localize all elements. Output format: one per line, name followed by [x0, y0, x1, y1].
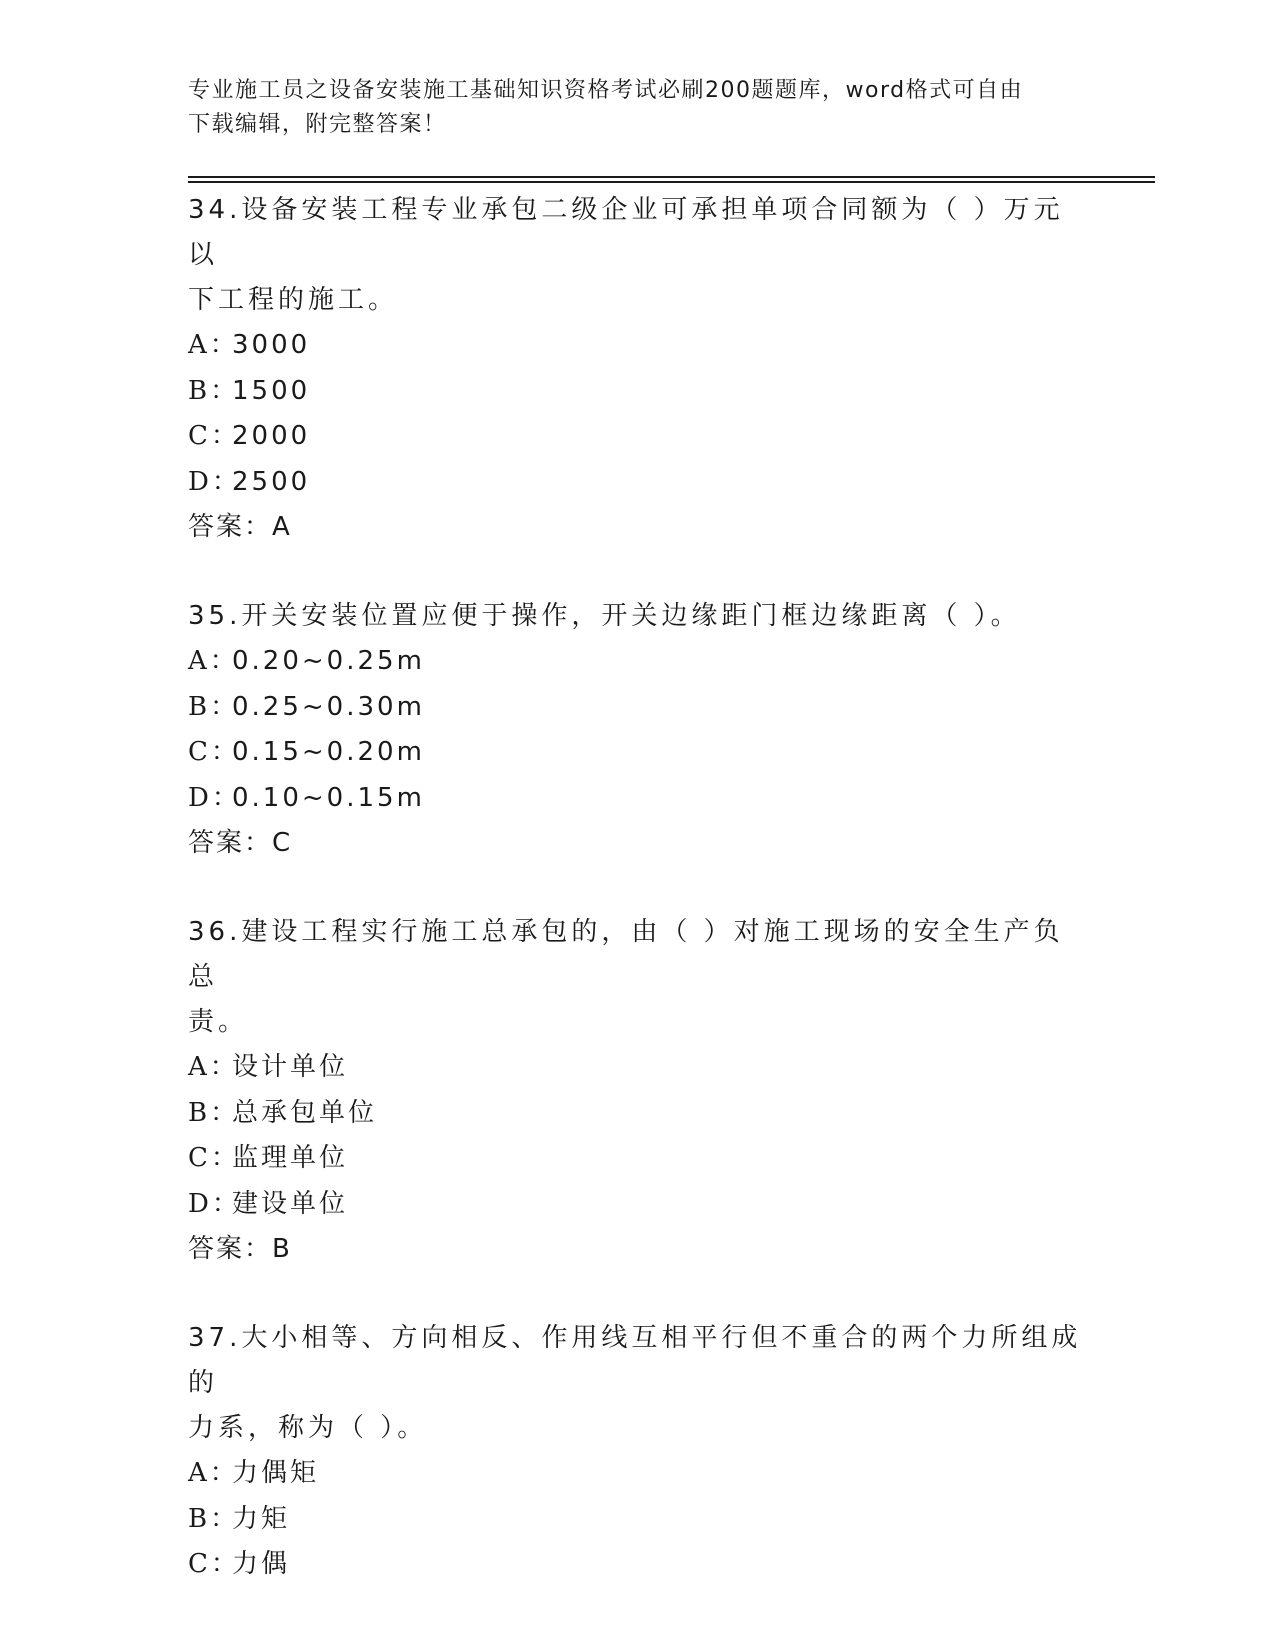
option-c: [188, 1136, 1088, 1182]
question-stem-line-1: 37.大小相等、方向相反、作用线互相平行但不重合的两个力所组成的: [188, 1323, 1082, 1398]
option-letter: A：: [188, 646, 239, 676]
header-line-1: 专业施工员之设备安装施工基础知识资格考试必刷200题题库，word格式可自由: [188, 78, 1024, 103]
option-letter: B：: [188, 1097, 240, 1128]
option-text: 力偶: [232, 1549, 291, 1579]
question-stem-line-2: 责。: [188, 1007, 249, 1037]
option-letter: B：: [188, 691, 240, 722]
header-line-2: 下载编辑，附完整答案！: [188, 112, 447, 137]
answer-label: 答案：C: [188, 828, 293, 858]
question-37: [188, 1316, 1088, 1588]
question-stem: [188, 594, 1088, 639]
question-36: [188, 910, 1088, 1272]
option-a: [188, 1045, 1088, 1091]
option-b: [188, 1091, 1088, 1137]
option-text: 总承包单位: [232, 1097, 378, 1128]
header-divider-top: [188, 176, 1155, 178]
question-stem: [188, 1316, 1088, 1451]
option-letter: C：: [188, 421, 240, 451]
option-text: 力矩: [232, 1503, 291, 1534]
question-stem-line-1: 36.建设工程实行施工总承包的，由（ ）对施工现场的安全生产负总: [188, 917, 1064, 992]
option-letter: C：: [188, 737, 240, 767]
option-letter: D：: [188, 782, 241, 813]
option-c: [188, 730, 1088, 776]
option-text: 3000: [232, 330, 311, 360]
option-a: [188, 639, 1088, 685]
question-stem: [188, 910, 1088, 1045]
option-text: 力偶矩: [232, 1458, 320, 1488]
option-a: [188, 1451, 1088, 1497]
option-text: 2000: [232, 421, 311, 451]
question-stem-line-1: 35.开关安装位置应便于操作，开关边缘距门框边缘距离（ ）。: [188, 601, 1021, 631]
option-letter: B：: [188, 375, 240, 406]
option-letter: A：: [188, 1052, 239, 1082]
option-b: [188, 685, 1088, 731]
document-header: [188, 74, 1088, 142]
option-d: [188, 1182, 1088, 1228]
answer-label: 答案：B: [188, 1234, 292, 1264]
question-stem-line-2: 下工程的施工。: [188, 285, 399, 315]
option-letter: B：: [188, 1503, 240, 1534]
option-b: [188, 1497, 1088, 1543]
answer-label: 答案：A: [188, 512, 292, 542]
option-letter: C：: [188, 1549, 240, 1579]
option-text: 2500: [232, 466, 311, 497]
option-a: [188, 323, 1088, 369]
question-stem-line-1: 34.设备安装工程专业承包二级企业可承担单项合同额为（ ）万元以: [188, 195, 1064, 270]
option-letter: D：: [188, 1188, 241, 1219]
question-stem: [188, 188, 1088, 323]
header-divider-bottom: [188, 181, 1155, 183]
option-text: 0.10~0.15m: [232, 782, 425, 813]
option-c: [188, 1542, 1088, 1588]
option-c: [188, 414, 1088, 460]
option-letter: C：: [188, 1143, 240, 1173]
option-text: 1500: [232, 375, 311, 406]
question-stem-line-2: 力系，称为（ ）。: [188, 1413, 428, 1443]
option-letter: A：: [188, 330, 239, 360]
option-text: 0.20~0.25m: [232, 646, 425, 676]
option-d: [188, 460, 1088, 506]
option-text: 0.25~0.30m: [232, 691, 425, 722]
option-letter: D：: [188, 466, 241, 497]
option-text: 建设单位: [232, 1188, 349, 1219]
question-34: [188, 188, 1088, 550]
question-list: [188, 188, 1088, 1588]
option-letter: A：: [188, 1458, 239, 1488]
option-b: [188, 369, 1088, 415]
option-d: [188, 776, 1088, 822]
option-text: 设计单位: [232, 1052, 349, 1082]
question-35: [188, 594, 1088, 866]
option-text: 0.15~0.20m: [232, 737, 425, 767]
option-text: 监理单位: [232, 1143, 349, 1173]
